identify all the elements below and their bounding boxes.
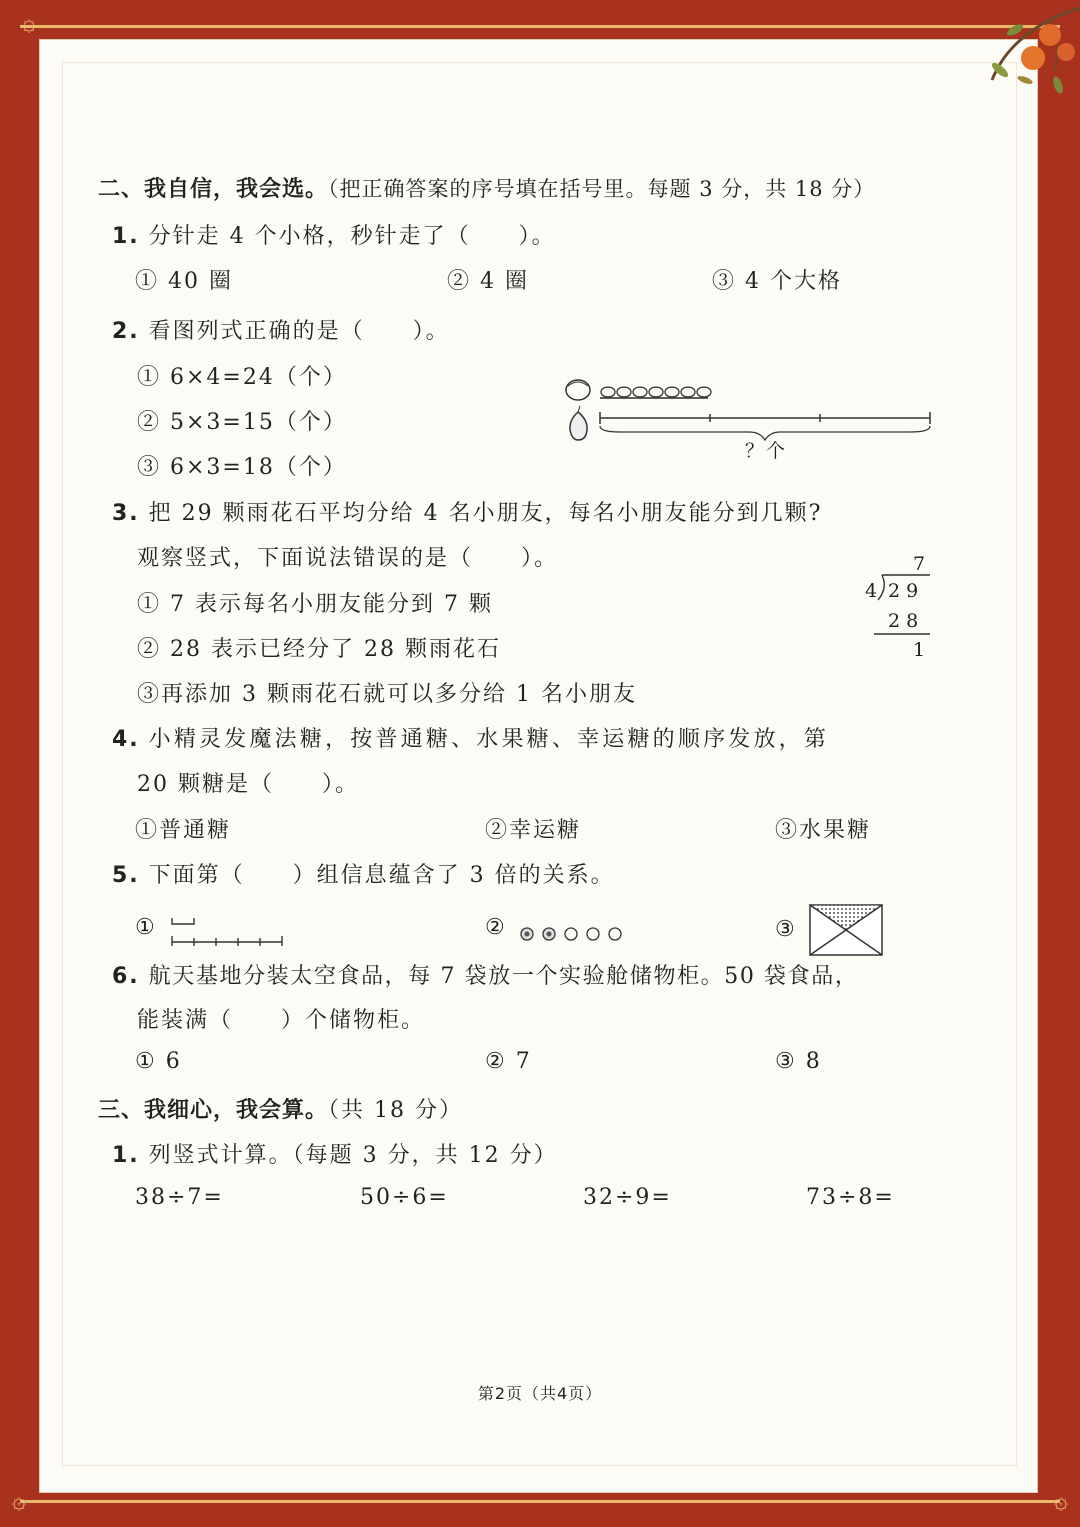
q4-option-2: ②幸运糖 <box>485 818 582 843</box>
q2-option-2: ② 5×3=15（个） <box>137 410 347 435</box>
q5-option-1-segments-icon <box>168 912 288 952</box>
q4-option-3: ③水果糖 <box>775 818 872 843</box>
q1-option-2: ② 4 圈 <box>447 269 529 294</box>
section-3-note: （共 18 分） <box>328 1098 463 1123</box>
q3-stem: 把 29 颗雨花石平均分给 4 名小朋友，每名小朋友能分到几颗? <box>148 501 823 526</box>
corner-ornament-icon: ۞ <box>12 1486 27 1514</box>
frame-top-line <box>20 25 1060 28</box>
pear-icon <box>570 406 587 440</box>
q5-option-3-label: ③ <box>775 917 797 942</box>
q2-stem: 看图列式正确的是（ ）。 <box>148 319 450 344</box>
q4-option-1: ①普通糖 <box>135 818 232 843</box>
q5-option-2-dots-icon <box>518 923 628 945</box>
division-remainder: 1 <box>913 639 926 661</box>
q6-number: 6. <box>112 964 140 989</box>
section-3-title: 三、我细心，我会算。 <box>98 1098 329 1123</box>
q4-stem-2: 20 颗糖是（ ）。 <box>137 772 359 797</box>
section-2-note: （把正确答案的序号填在括号里。每题 3 分，共 18 分） <box>328 177 876 201</box>
division-divisor: 4 <box>865 580 878 602</box>
q6-stem-2: 能装满（ ）个储物柜。 <box>137 1008 426 1033</box>
q1-option-3: ③ 4 个大格 <box>712 269 842 294</box>
section-2-title: 二、我自信，我会选。 <box>98 177 329 202</box>
frame-bottom-line <box>20 1500 1060 1503</box>
calc-item-1: 38÷7= <box>135 1185 224 1210</box>
q5-stem: 下面第（ ）组信息蕴含了 3 倍的关系。 <box>148 863 615 888</box>
q6-option-2: ② 7 <box>485 1049 532 1074</box>
q2-option-1: ① 6×4=24（个） <box>137 365 347 390</box>
calc-item-3: 32÷9= <box>583 1185 672 1210</box>
q4-number: 4. <box>112 727 140 752</box>
q1-number: 1. <box>112 224 140 249</box>
calc-number: 1. <box>112 1143 140 1168</box>
q5-option-3-square-icon <box>808 903 886 959</box>
page-footer: 第2页（共4页） <box>477 1384 603 1403</box>
peach-icon <box>566 380 590 400</box>
calc-item-4: 73÷8= <box>806 1185 895 1210</box>
corner-ornament-icon: ۞ <box>1053 1486 1068 1514</box>
division-product: 2 8 <box>888 610 919 632</box>
q4-stem: 小精灵发魔法糖，按普通糖、水果糖、幸运糖的顺序发放，第 <box>148 727 830 752</box>
q3-long-division <box>860 550 940 665</box>
q1-option-1: ① 40 圈 <box>135 269 233 294</box>
q6-option-1: ① 6 <box>135 1049 182 1074</box>
q5-number: 5. <box>112 863 140 888</box>
q2-number: 2. <box>112 319 140 344</box>
persimmon-branch-icon <box>930 0 1080 115</box>
calc-stem: 列竖式计算。（每题 3 分，共 12 分） <box>148 1143 558 1168</box>
q5-option-1-label: ① <box>135 915 157 940</box>
q1-stem: 分针走 4 个小格，秒针走了（ ）。 <box>148 224 556 249</box>
q2-figure-label: ？个 <box>745 440 788 462</box>
q6-option-3: ③ 8 <box>775 1049 822 1074</box>
q3-number: 3. <box>112 501 140 526</box>
q3-option-2: ② 28 表示已经分了 28 颗雨花石 <box>137 637 501 662</box>
division-dividend: 2 9 <box>888 580 919 602</box>
division-quotient: 7 <box>913 553 926 575</box>
q2-option-3: ③ 6×3=18（个） <box>137 455 347 480</box>
q3-option-3: ③再添加 3 颗雨花石就可以多分给 1 名小朋友 <box>137 682 637 707</box>
q6-stem: 航天基地分装太空食品，每 7 袋放一个实验舱储物柜。50 袋食品， <box>148 964 859 989</box>
q3-option-1: ① 7 表示每名小朋友能分到 7 颗 <box>137 592 493 617</box>
q3-stem-2: 观察竖式，下面说法错误的是（ ）。 <box>137 546 559 571</box>
calc-item-2: 50÷6= <box>360 1185 449 1210</box>
corner-ornament-icon: ۞ <box>22 8 37 36</box>
q5-option-2-label: ② <box>485 915 507 940</box>
